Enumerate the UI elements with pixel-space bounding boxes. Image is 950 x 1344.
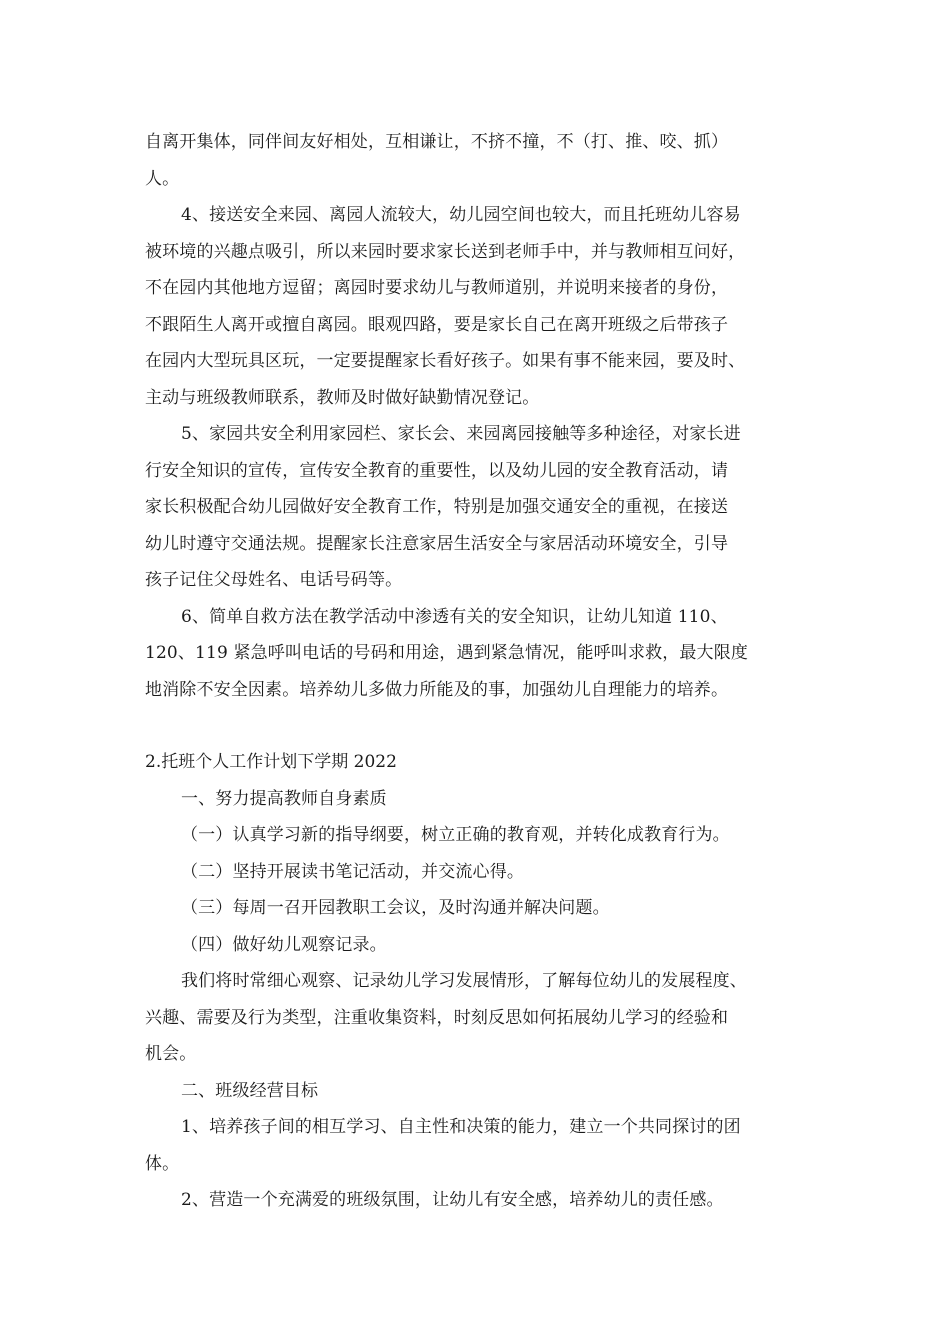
text-line: 4、接送安全来园、离园人流较大，幼儿园空间也较大，而且托班幼儿容易 <box>181 205 741 225</box>
text-line: 家长积极配合幼儿园做好安全教育工作，特别是加强交通安全的重视，在接送 <box>145 497 729 517</box>
text-line: 幼儿时遵守交通法规。提醒家长注意家居生活安全与家居活动环境安全，引导 <box>145 533 729 554</box>
paragraph-pickup-safety <box>145 197 825 416</box>
text-line: 1、培养孩子间的相互学习、自主性和决策的能力，建立一个共同探讨的团 <box>181 1117 741 1137</box>
document-body <box>145 124 825 1219</box>
text-line: 我们将时常细心观察、记录幼儿学习发展情形，了解每位幼儿的发展程度、 <box>181 971 747 991</box>
text-line: 地消除不安全因素。培养幼儿多做力所能及的事，加强幼儿自理能力的培养。 <box>145 679 729 700</box>
paragraph-goal-2 <box>145 1182 825 1219</box>
paragraph-gap <box>145 708 825 744</box>
paragraph-self-rescue <box>145 599 825 709</box>
text-line: 6、简单自救方法在教学活动中渗透有关的安全知识，让幼儿知道 110、 <box>181 606 728 627</box>
text-line: 5、家园共安全利用家园栏、家长会、来园离园接触等多种途径，对家长进 <box>181 424 741 444</box>
text-line: 不跟陌生人离开或擅自离园。眼观四路，要是家长自己在离开班级之后带孩子 <box>145 314 729 335</box>
list-item: （一）认真学习新的指导纲要，树立正确的教育观，并转化成教育行为。 <box>181 825 730 845</box>
text-line: 自离开集体，同伴间友好相处，互相谦让，不挤不撞，不（打、推、咬、抓） <box>145 132 729 152</box>
text-line: 2、营造一个充满爱的班级氛围，让幼儿有安全感，培养幼儿的责任感。 <box>181 1190 724 1210</box>
list-item: （三）每周一召开园教职工会议，及时沟通并解决问题。 <box>181 898 610 918</box>
list-item: （二）坚持开展读书笔记活动，并交流心得。 <box>181 861 524 882</box>
paragraph-continuation <box>145 124 825 197</box>
text-line: 人。 <box>145 168 180 189</box>
list-item: （四）做好幼儿观察记录。 <box>181 934 387 955</box>
paragraph-goal-1 <box>145 1109 825 1182</box>
text-line: 120、119 紧急呼叫电话的号码和用途，遇到紧急情况，能呼叫求救，最大限度 <box>145 643 748 663</box>
text-line: 体。 <box>145 1153 180 1174</box>
text-line: 在园内大型玩具区玩，一定要提醒家长看好孩子。如果有事不能来园，要及时、 <box>145 351 746 371</box>
text-line: 被环境的兴趣点吸引，所以来园时要求家长送到老师手中，并与教师相互问好， <box>145 241 746 262</box>
paragraph-observation <box>145 963 825 1073</box>
text-line: 主动与班级教师联系，教师及时做好缺勤情况登记。 <box>145 387 540 408</box>
section-title: 2.托班个人工作计划下学期 2022 <box>145 752 397 772</box>
text-line: 孩子记住父母姓名、电话号码等。 <box>145 570 403 590</box>
text-line: 机会。 <box>145 1044 197 1064</box>
paragraph-home-school-safety <box>145 416 825 599</box>
text-line: 兴趣、需要及行为类型，注重收集资料，时刻反思如何拓展幼儿学习的经验和 <box>145 1007 729 1028</box>
section-subtitle-quality: 一、努力提高教师自身素质 <box>181 788 387 809</box>
section-subtitle-class-goals: 二、班级经营目标 <box>181 1080 319 1101</box>
text-line: 不在园内其他地方逗留；离园时要求幼儿与教师道别，并说明来接者的身份， <box>145 278 729 298</box>
text-line: 行安全知识的宣传，宣传安全教育的重要性，以及幼儿园的安全教育活动，请 <box>145 460 729 481</box>
item-list <box>145 817 825 963</box>
